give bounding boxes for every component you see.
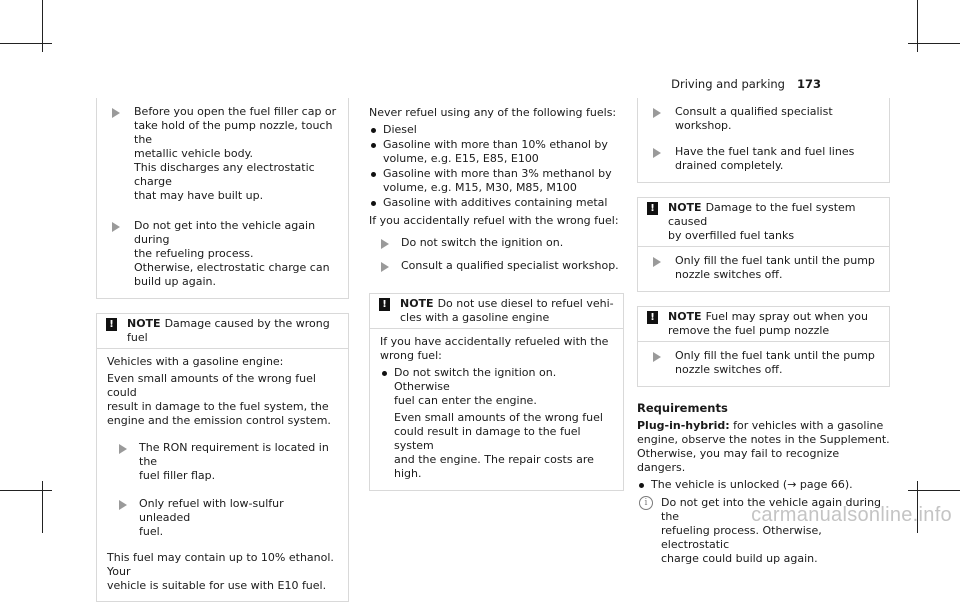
step-line: Consult a qualified specialist workshop. <box>675 105 833 132</box>
note-label: NOTE <box>400 297 434 310</box>
crop-mark <box>908 43 960 44</box>
note-header <box>638 307 889 342</box>
warning-icon: ! <box>379 298 390 311</box>
note-title: cles with a gasoline engine <box>400 311 550 324</box>
column-3 <box>637 98 890 566</box>
note-text: Even small amounts of the wrong fuel could <box>107 372 316 399</box>
note-step <box>638 342 889 386</box>
note-body <box>370 329 623 490</box>
note-text: This fuel may contain up to 10% ethanol. Your <box>107 551 334 578</box>
step-line: Consult a qualified specialist workshop. <box>401 259 619 272</box>
note-title: Fuel may spray out when you <box>705 310 868 323</box>
step-line: that may have built up. <box>134 189 264 202</box>
note-box-diesel <box>369 293 624 491</box>
arrow-icon <box>112 108 120 118</box>
instruction-step <box>369 231 624 254</box>
warning-icon: ! <box>647 311 658 324</box>
step-line: nozzle switches off. <box>675 268 783 281</box>
step-line: This discharges any electrostatic charge <box>134 161 315 188</box>
plugin-line: engine, observe the notes in the Supplement. <box>637 433 890 446</box>
note-text: result in damage to the fuel system, the <box>107 400 329 413</box>
note-title: by overfilled fuel tanks <box>668 229 795 242</box>
arrow-icon <box>381 239 389 249</box>
step-line: take hold of the pump nozzle, touch the <box>134 119 333 146</box>
step-line: Only refuel with low-sulfur unleaded <box>139 497 284 524</box>
plugin-hybrid-text <box>637 419 890 475</box>
crop-mark <box>917 0 918 52</box>
column-1 <box>96 98 349 602</box>
list-item-line: Do not switch the ignition on. Otherwise <box>394 366 557 393</box>
step-line: Do not get into the vehicle again during <box>134 219 316 246</box>
list-item-line: and the engine. The repair costs are high. <box>394 453 594 480</box>
instruction-step <box>369 254 624 277</box>
crop-mark <box>0 490 52 491</box>
instruction-step <box>638 142 889 182</box>
list-item[interactable] <box>637 478 890 492</box>
note-title: Damage caused by the wrong fuel <box>127 317 330 344</box>
note-title: Damage to the fuel system caused <box>668 201 856 228</box>
note-text: engine and the emission control system. <box>107 414 331 427</box>
list-item <box>369 138 624 166</box>
instruction-box <box>637 98 890 183</box>
list-item-line: volume, e.g. M15, M30, M85, M100 <box>383 181 577 194</box>
note-body <box>97 349 348 601</box>
crop-mark <box>0 43 52 44</box>
list-item-line: fuel can enter the engine. <box>394 394 537 407</box>
step-line: fuel. <box>139 525 164 538</box>
column-2 <box>369 98 624 491</box>
note-step <box>638 247 889 291</box>
note-header <box>97 314 348 349</box>
crop-mark <box>908 490 960 491</box>
info-icon: i <box>639 496 653 510</box>
warning-icon: ! <box>647 202 658 215</box>
note-text: vehicle is suitable for use with E10 fuel. <box>107 579 327 592</box>
step-line: build up again. <box>134 275 216 288</box>
arrow-icon <box>119 500 127 510</box>
requirements-list <box>637 478 890 492</box>
tip-line: charge could build up again. <box>661 552 818 565</box>
step-line: Only fill the fuel tank until the pump <box>675 349 875 362</box>
instruction-step <box>638 98 889 142</box>
bullet-icon <box>371 128 376 133</box>
note-footer <box>107 551 338 593</box>
tip-line: refueling process. Otherwise, electrostatic <box>661 524 822 551</box>
step-line: Do not switch the ignition on. <box>401 236 564 249</box>
note-label: NOTE <box>668 201 702 214</box>
note-label: NOTE <box>668 310 702 323</box>
bullet-icon <box>371 172 376 177</box>
plugin-label: Plug-in-hybrid: <box>637 419 730 432</box>
step-line: the refueling process. <box>134 247 254 260</box>
instruction-step <box>97 212 348 298</box>
note-text: wrong fuel: <box>380 349 442 362</box>
list-item-line: could result in damage to the fuel system <box>394 425 581 452</box>
warning-icon: ! <box>106 318 117 331</box>
watermark[interactable]: carmanualsonline.info <box>751 504 952 526</box>
instruction-box <box>96 98 349 299</box>
step-line: Before you open the fuel filler cap or <box>134 105 337 118</box>
crop-mark <box>42 481 43 533</box>
note-title: Do not use diesel to refuel vehi- <box>437 297 614 310</box>
list-item-line: Gasoline with more than 3% methanol by <box>383 167 612 180</box>
plugin-line: for vehicles with a gasoline <box>729 419 884 432</box>
step-line: fuel filler flap. <box>139 469 216 482</box>
note-step <box>107 436 338 487</box>
list-item <box>380 366 613 481</box>
list-item <box>369 123 624 137</box>
note-text: If you have accidentally refueled with the <box>380 335 609 348</box>
list-item-line: volume, e.g. E15, E85, E100 <box>383 152 539 165</box>
list-item-line: Even small amounts of the wrong fuel <box>394 411 603 424</box>
note-box-wrong-fuel <box>96 313 349 602</box>
step-line: drained completely. <box>675 159 784 172</box>
step-line: metallic vehicle body. <box>134 147 254 160</box>
intro-text: Never refuel using any of the following fuels: <box>369 106 617 119</box>
crop-mark <box>42 0 43 52</box>
arrow-icon <box>112 222 120 232</box>
note-title: remove the fuel pump nozzle <box>668 324 830 337</box>
step-line: Only fill the fuel tank until the pump <box>675 254 875 267</box>
step-line: nozzle switches off. <box>675 363 783 376</box>
plugin-line: Otherwise, you may fail to recognize dangers. <box>637 447 840 474</box>
tip-line: Do not get into the vehicle again during the <box>661 496 882 523</box>
arrow-icon <box>653 108 661 118</box>
arrow-icon <box>119 444 127 454</box>
arrow-icon <box>381 262 389 272</box>
note-box-overfill <box>637 197 890 292</box>
page-number: 173 <box>796 77 821 91</box>
note-label: NOTE <box>127 317 161 330</box>
arrow-icon <box>653 148 661 158</box>
note-list <box>380 366 613 481</box>
bullet-icon <box>371 201 376 206</box>
note-step <box>107 492 338 543</box>
list-item-line: Gasoline with additives containing metal <box>383 196 608 209</box>
bullet-icon <box>382 371 387 376</box>
note-text: Vehicles with a gasoline engine: <box>107 355 284 368</box>
fuel-list-section <box>369 106 624 277</box>
page-reference-link[interactable]: The vehicle is unlocked (→ page 66). <box>651 478 853 491</box>
section-title: Driving and parking <box>671 77 785 91</box>
step-line: Have the fuel tank and fuel lines <box>675 145 855 158</box>
requirements-heading: Requirements <box>637 401 728 415</box>
page-header <box>671 77 821 91</box>
step-line: Otherwise, electrostatic charge can <box>134 261 330 274</box>
note-header <box>638 198 889 247</box>
accident-text: If you accidentally refuel with the wrong fuel: <box>369 214 619 227</box>
bullet-icon <box>639 483 644 488</box>
list-item <box>369 196 624 210</box>
step-line: The RON requirement is located in the <box>139 441 329 468</box>
arrow-icon <box>653 257 661 267</box>
bullet-icon <box>371 143 376 148</box>
fuel-list <box>369 123 624 210</box>
list-item-line: Diesel <box>383 123 417 136</box>
arrow-icon <box>653 352 661 362</box>
instruction-step <box>97 98 348 212</box>
note-header <box>370 294 623 329</box>
list-item <box>369 167 624 195</box>
note-box-spray <box>637 306 890 387</box>
list-item-line: Gasoline with more than 10% ethanol by <box>383 138 608 151</box>
